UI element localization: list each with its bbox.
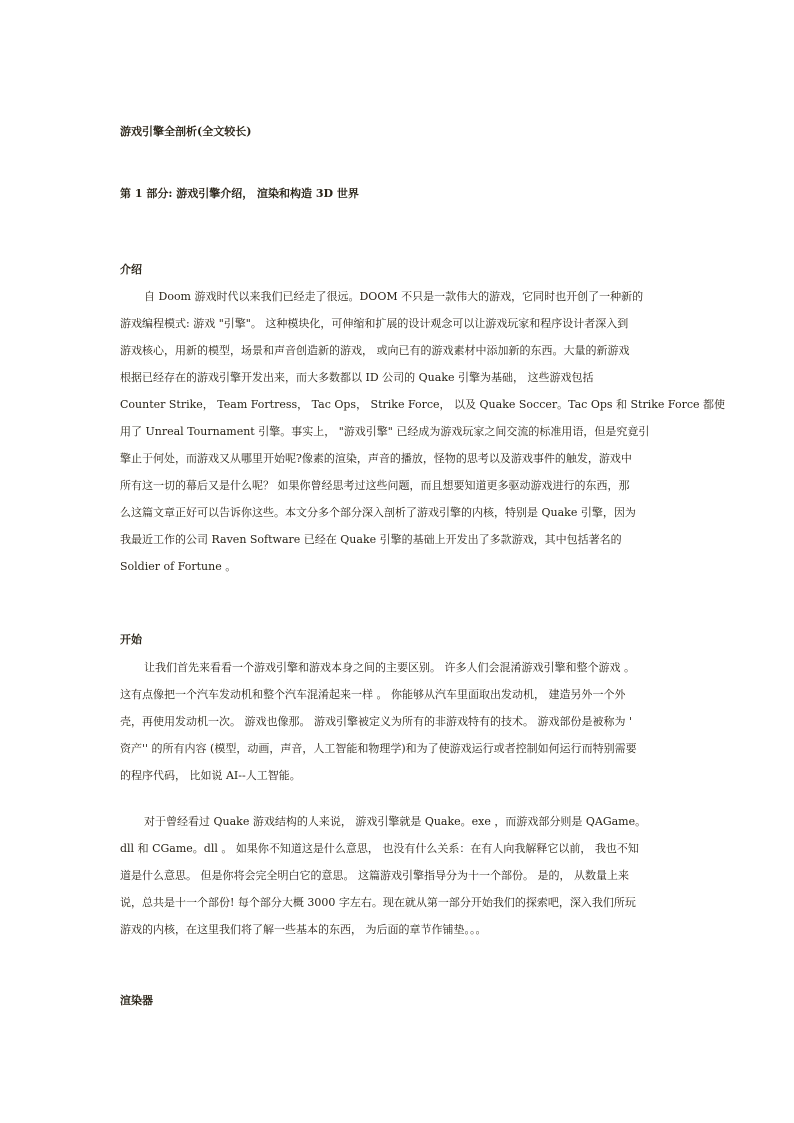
paragraph-line: 所有这一切的幕后又是什么呢？ 如果你曾经思考过这些问题，而且想要知道更多驱动游戏进行的东西，那: [120, 479, 630, 492]
paragraph-line: 么这篇文章正好可以告诉你这些。本文分多个部分深入剖析了游戏引擎的内核，特别是 Quake 引擎，因为: [120, 506, 636, 519]
paragraph-line: 壳，再使用发动机一次。 游戏也像那。 游戏引擎被定义为所有的非游戏特有的技术。 游戏部份是被称为 ': [120, 715, 633, 728]
paragraph-line: 道是什么意思。 但是你将会完全明白它的意思。 这篇游戏引擎指导分为十一个部份。 是的， 从数量上来: [120, 869, 629, 882]
paragraph-line: 说，总共是十一个部份! 每个部分大概 3000 字左右。现在就从第一部分开始我们的探索吧，深入我们所玩: [120, 896, 636, 909]
start-paragraph-2: [120, 808, 675, 943]
start-paragraph-1: [120, 654, 675, 789]
paragraph-line: 的程序代码， 比如说 AI--人工智能。: [120, 769, 301, 782]
part-heading: 第 1 部分: 游戏引擎介绍， 渲染和构造 3D 世界: [120, 187, 359, 200]
paragraph-line: 我最近工作的公司 Raven Software 已经在 Quake 引擎的基础上开发出了多款游戏，其中包括著名的: [120, 533, 622, 546]
paragraph-line: 游戏编程模式: 游戏 "引擎"。 这种模块化，可伸缩和扩展的设计观念可以让游戏玩家和程序设计者深入到: [120, 317, 629, 330]
paragraph-line: 资产'' 的所有内容 (模型，动画，声音，人工智能和物理学)和为了使游戏运行或者控制如何运行而特别需要: [120, 742, 637, 755]
paragraph-line: 擎止于何处，而游戏又从哪里开始呢?像素的渲染，声音的播放，怪物的思考以及游戏事件的触发，游戏中: [120, 452, 632, 465]
section-heading-intro: 介绍: [120, 263, 142, 276]
paragraph-line: Soldier of Fortune 。: [120, 560, 237, 573]
paragraph-line: 对于曾经看过 Quake 游戏结构的人来说， 游戏引擎就是 Quake。exe ，而游戏部分则是 QAGame。: [144, 815, 647, 828]
intro-paragraph: [120, 283, 725, 580]
paragraph-line: 根据已经存在的游戏引擎开发出来，而大多数都以 ID 公司的 Quake 引擎为基础， 这些游戏包括: [120, 371, 594, 384]
paragraph-line: 游戏的内核，在这里我们将了解一些基本的东西， 为后面的章节作铺垫。。。: [120, 923, 487, 936]
paragraph-line: 游戏核心，用新的模型，场景和声音创造新的游戏， 或向已有的游戏素材中添加新的东西。大量的新游戏: [120, 344, 630, 357]
paragraph-line: 这有点像把一个汽车发动机和整个汽车混淆起来一样 。 你能够从汽车里面取出发动机， 建造另外一个外: [120, 688, 626, 701]
paragraph-line: Counter Strike， Team Fortress， Tac Ops， Strike Force， 以及 Quake Soccer。Tac Ops 和 Strike Force 都使: [120, 398, 725, 411]
paragraph-line: 用了 Unreal Tournament 引擎。事实上， "游戏引擎" 已经成为游戏玩家之间交流的标准用语，但是究竟引: [120, 425, 650, 438]
paragraph-line: 让我们首先来看看一个游戏引擎和游戏本身之间的主要区别。 许多人们会混淆游戏引擎和整个游戏 。: [144, 661, 635, 674]
section-heading-renderer: 渲染器: [120, 994, 153, 1007]
document-title: 游戏引擎全剖析(全文较长): [120, 125, 252, 138]
section-heading-start: 开始: [120, 633, 142, 646]
paragraph-line: 自 Doom 游戏时代以来我们已经走了很远。DOOM 不只是一款伟大的游戏，它同时也开创了一种新的: [144, 290, 644, 303]
paragraph-line: dll 和 CGame。dll 。 如果你不知道这是什么意思， 也没有什么关系：在有人向我解释它以前， 我也不知: [120, 842, 639, 855]
